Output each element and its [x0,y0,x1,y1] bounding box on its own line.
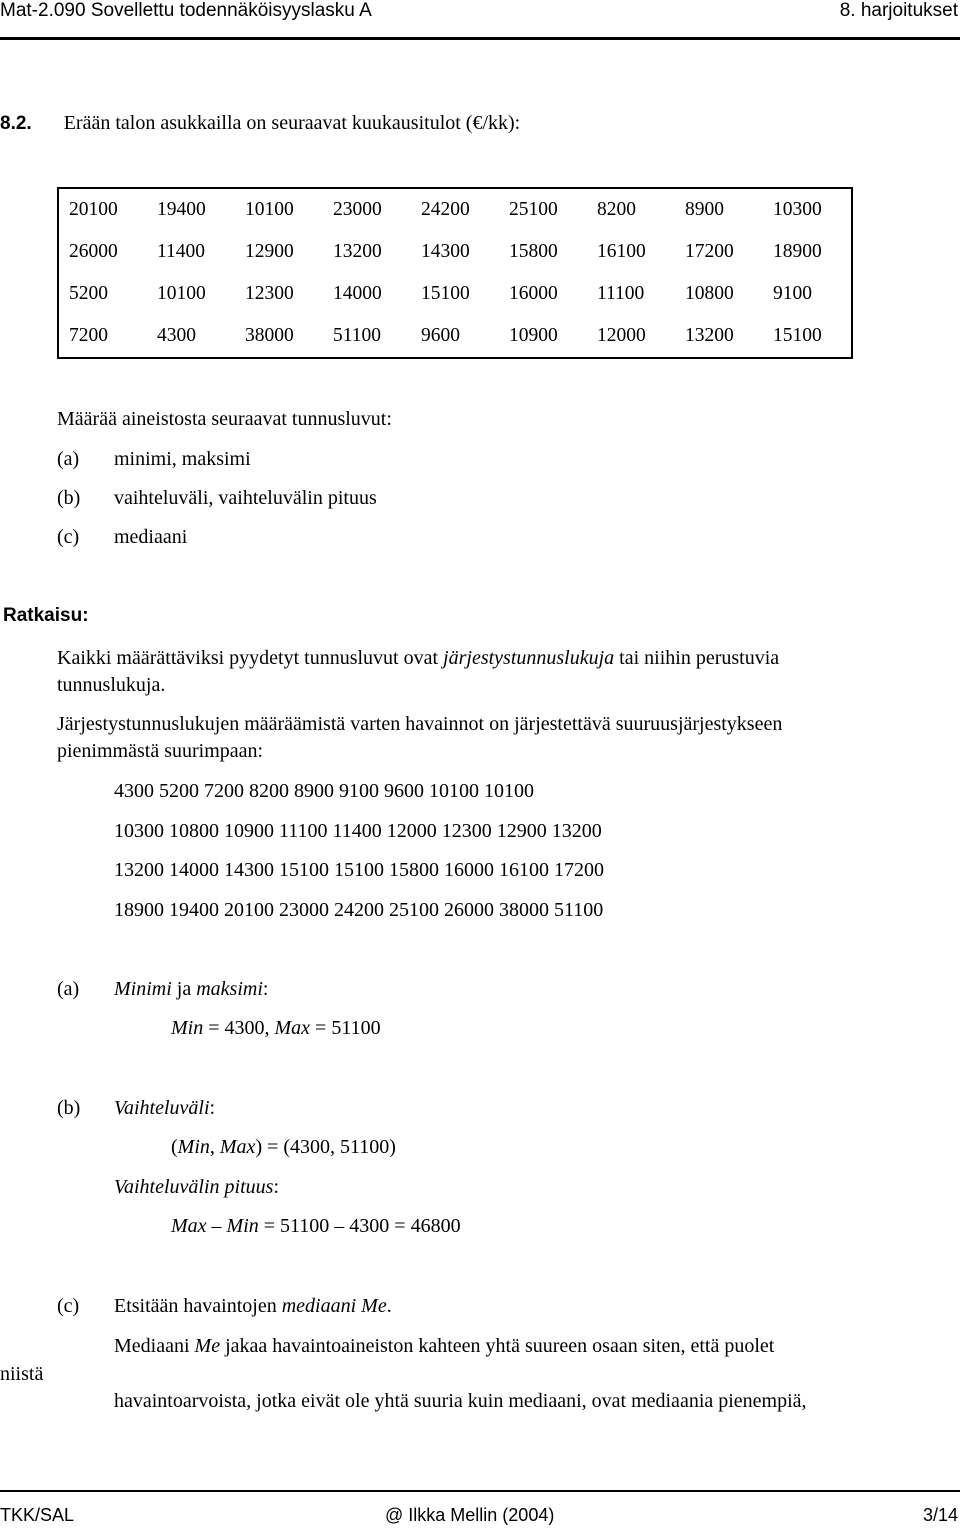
task-c-text: mediaani [114,526,188,548]
table-cell: 4300 [157,325,196,346]
solution-paragraph-1 [57,647,779,670]
c-line2-pre: Mediaani [114,1335,195,1357]
table-row [58,315,852,358]
c-line2-em: Me [194,1335,221,1357]
table-cell: 12000 [597,325,646,346]
part-c-line2 [114,1335,774,1358]
table-cell: 13200 [685,325,734,346]
problem-text: Erään talon asukkailla on seuraavat kuukausitulot (€/kk): [63,112,521,134]
b-title: Vaihteluväli [114,1097,210,1119]
table-cell: 9600 [421,325,460,346]
table-row [58,273,852,315]
table-cell: 14000 [333,283,382,304]
part-c-line3: havaintoarvoista, jotka eivät ole yhtä suuria kuin mediaani, ovat mediaania pienempiä, [114,1390,807,1412]
table-cell: 20100 [69,199,118,220]
table-row [58,188,852,231]
sorted-row: 4300 5200 7200 8200 8900 9100 9600 10100 10100 [114,780,534,802]
part-a-label: (a) [57,978,80,1000]
course-title: Mat-2.090 Sovellettu todennäköisyyslasku A [0,0,372,21]
task-a-label: (a) [57,448,80,470]
problem-number: 8.2. [0,113,32,134]
solution-paragraph-1-line2: tunnuslukuja. [57,674,166,696]
footer-center: @ Ilkka Mellin (2004) [385,1505,555,1525]
part-a-result [171,1017,381,1040]
table-cell: 8200 [597,199,636,220]
b-len-rest: = 51100 – 4300 = 46800 [258,1215,461,1237]
table-cell: 11400 [157,241,206,262]
part-c-niista: niistä [0,1363,44,1385]
a-minimi: Minimi [114,978,172,1000]
table-cell: 15100 [421,283,470,304]
a-ja: ja [171,978,197,1000]
b-interval-rest: ) = (4300, 51100) [255,1136,396,1158]
table-cell: 23000 [333,199,382,220]
table-cell: 7200 [69,325,108,346]
footer-rule [0,1490,960,1492]
solution-paragraph-2-line2: pienimmästä suurimpaan: [57,740,264,762]
section-title: 8. harjoitukset [839,0,958,21]
a-colon: : [262,978,269,1000]
table-cell: 15800 [509,241,558,262]
footer-right: 3/14 [922,1505,958,1525]
a-min-value: = 4300, [203,1017,275,1039]
c-line1-em: mediaani Me [281,1295,387,1317]
table-cell: 16000 [509,283,558,304]
sorted-row: 10300 10800 10900 11100 11400 12000 12300 12900 13200 [114,820,602,842]
b-max-symbol: Max [219,1136,256,1158]
c-line1-pre: Etsitään havaintojen [114,1295,282,1317]
table-cell: 51100 [333,325,382,346]
problem-statement [0,112,520,135]
b-open: ( [171,1136,178,1158]
b-colon: : [209,1097,216,1119]
b-length-title: Vaihteluvälin pituus [114,1176,274,1198]
b-len-max: Max [171,1215,207,1237]
task-intro: Määrää aineistosta seuraavat tunnusluvut: [57,408,392,430]
table-cell: 16100 [597,241,646,262]
table-cell: 10800 [685,283,734,304]
table-cell: 24200 [421,199,470,220]
task-b-label: (b) [57,487,81,509]
table-cell: 10300 [773,199,822,220]
b-comma: , [209,1136,220,1158]
a-max-symbol: Max [274,1017,311,1039]
part-a-title [114,978,268,1001]
b-len-min: Min [226,1215,259,1237]
task-c-label: (c) [57,526,80,548]
a-max-value: = 51100 [310,1017,381,1039]
table-cell: 17200 [685,241,734,262]
p1-post: tai niihin perustuvia [614,647,780,669]
p1-emphasis: järjestystunnuslukuja [443,647,615,669]
sorted-row: 13200 14000 14300 15100 15100 15800 16000 16100 17200 [114,859,604,881]
table-cell: 13200 [333,241,382,262]
part-b-title [114,1097,215,1120]
c-line2-post: jakaa havaintoaineiston kahteen yhtä suureen osaan siten, että puolet [220,1335,775,1357]
task-a-text: minimi, maksimi [114,448,251,470]
part-c-label: (c) [57,1295,80,1317]
table-cell: 25100 [509,199,558,220]
table-cell: 15100 [773,325,822,346]
part-c-line1 [114,1295,392,1318]
table-cell: 10900 [509,325,558,346]
table-cell: 12300 [245,283,294,304]
footer-left: TKK/SAL [0,1505,75,1525]
table-cell: 12900 [245,241,294,262]
table-cell: 26000 [69,241,118,262]
sorted-row: 18900 19400 20100 23000 24200 25100 26000 38000 51100 [114,899,604,921]
p1-pre: Kaikki määrättäviksi pyydetyt tunnusluvut ovat [57,647,444,669]
table-cell: 5200 [69,283,108,304]
task-b-text: vaihteluväli, vaihteluvälin pituus [114,487,377,509]
a-maksimi: maksimi [196,978,263,1000]
table-cell: 19400 [157,199,206,220]
part-b-interval [171,1136,396,1159]
part-b-label: (b) [57,1097,81,1119]
b-min-symbol: Min [177,1136,210,1158]
table-cell: 38000 [245,325,294,346]
income-table [57,187,853,359]
table-cell: 10100 [245,199,294,220]
table-cell: 8900 [685,199,724,220]
table-cell: 10100 [157,283,206,304]
solution-heading: Ratkaisu: [3,605,89,626]
table-cell: 14300 [421,241,470,262]
part-b-length-title [114,1176,279,1199]
table-cell: 18900 [773,241,822,262]
c-line1-post: . [386,1295,392,1317]
table-cell: 9100 [773,283,812,304]
b-length-colon: : [273,1176,279,1198]
part-b-length [171,1215,461,1238]
b-len-dash: – [206,1215,227,1237]
solution-paragraph-2: Järjestystunnuslukujen määräämistä varten havainnot on järjestettävä suuruusjärjestykseen [57,713,783,735]
a-min-symbol: Min [171,1017,204,1039]
table-row [58,231,852,273]
table-cell: 11100 [597,283,645,304]
header-rule [0,37,960,40]
